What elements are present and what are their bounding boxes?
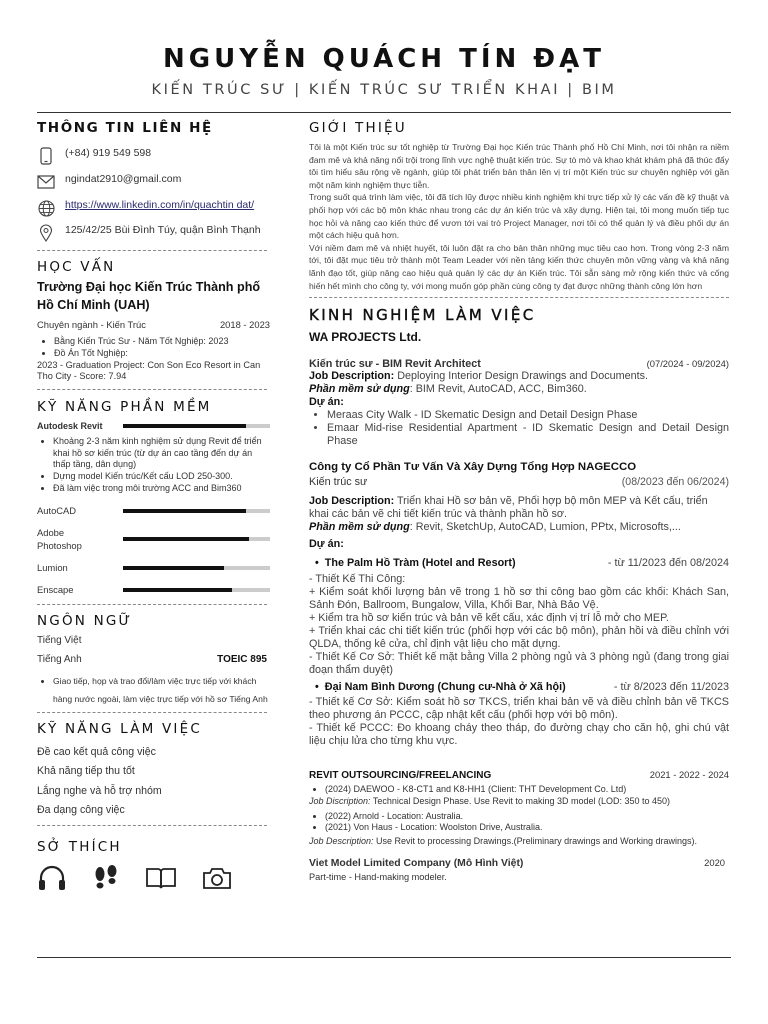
label: Job Description:	[309, 495, 395, 508]
experience-title: KINH NGHIỆM LÀM VIỆC	[309, 306, 536, 325]
skill-bar-fill	[123, 537, 249, 541]
skill-name: Autodesk Revit	[37, 420, 103, 431]
project-period: - từ 11/2023 đến 08/2024	[607, 557, 729, 570]
list-item: • (2024) DAEWOO - K8-CT1 and K8-HH1 (Client: THT Development Co. Ltd)	[325, 784, 729, 796]
revit-items-2	[309, 811, 729, 835]
intro-paragraph: Trong suốt quá trình làm việc, tôi đã tích lũy được nhiều kinh nghiệm khi trực tiếp xử lý các vấn đề kỹ thuật và phối hợp với các bộ môn khác nhau trong các dự án kiến trúc và xây dựng. Hiện tại, tôi mong muốn tiếp tục học hỏi và nâng cao kiến thức để vươn tới vai trò Project Manager, nơi tôi có thể quản lý và điều phối dự án một cách hiệu quả hơn.	[309, 192, 729, 241]
nagecco-role-row	[309, 476, 729, 488]
skill-bar	[123, 424, 270, 428]
project-period: - từ 8/2023 đến 11/2023	[613, 681, 729, 694]
divider	[309, 297, 729, 298]
envelope-icon	[37, 173, 55, 191]
contact-list	[37, 147, 270, 242]
contact-address	[37, 224, 270, 242]
language-notes	[37, 672, 270, 708]
list-item: • Giao tiếp, họp và trao đổi/làm việc trực tiếp với khách hàng nước ngoài, làm việc trực tiếp với hồ sơ Tiếng Anh	[53, 672, 270, 708]
nagecco-software	[309, 521, 729, 534]
skill-autocad	[37, 505, 270, 517]
divider	[37, 604, 267, 605]
location-pin-icon	[37, 224, 55, 242]
nagecco-projects-label: Dự án:	[309, 538, 344, 551]
education-title: HỌC VẤN	[37, 259, 116, 275]
value: Use Revit to processing Drawings.(Preliminary drawings and Working drawings).	[373, 836, 697, 847]
divider	[37, 712, 267, 713]
project-name: • The Palm Hồ Tràm (Hotel and Resort)	[315, 557, 516, 570]
list-item: Đề cao kết quả công việc	[37, 745, 156, 758]
intro-body	[309, 141, 729, 292]
skill-name: Enscape	[37, 584, 74, 596]
skill-photoshop	[37, 526, 270, 552]
revit-jd-1	[309, 796, 729, 808]
project-dainam-details	[309, 696, 729, 748]
company-wa-projects: WA PROJECTS Ltd.	[309, 330, 422, 345]
project-name-text: The Palm Hồ Tràm (Hotel and Resort)	[324, 557, 516, 570]
company-nagecco: Công ty Cổ Phần Tư Vấn Và Xây Dựng Tổng Hợp NAGECCO	[309, 461, 637, 474]
left-column	[37, 118, 270, 896]
job-period: (08/2023 đến 06/2024)	[621, 476, 729, 489]
school-name: Trường Đại học Kiến Trúc Thành phố Hồ Chí Minh (UAH)	[37, 280, 261, 312]
divider	[37, 825, 267, 826]
list-item: Lắng nghe và hỗ trợ nhóm	[37, 784, 162, 797]
footer-divider	[37, 957, 731, 958]
book-icon	[145, 866, 177, 895]
skill-bar-fill	[123, 588, 232, 592]
job-role: Kiến trúc sư	[309, 476, 368, 489]
header-divider	[37, 112, 731, 113]
address-text: 125/42/25 Bùi Đình Túy, quận Bình Thạnh	[65, 224, 261, 236]
skill-bar	[123, 566, 270, 570]
skill-bar-fill	[123, 509, 246, 513]
language-name: Tiếng Anh	[37, 653, 82, 665]
right-column	[309, 118, 729, 883]
skill-bar	[123, 509, 270, 513]
education-major-row	[37, 319, 270, 331]
toeic-score: TOEIC 895	[217, 653, 267, 665]
label: Job Description:	[309, 836, 374, 847]
major: Chuyên ngành - Kiến Trúc	[37, 319, 146, 330]
skill-bar-fill	[123, 424, 246, 428]
skill-bar-fill	[123, 566, 224, 570]
list-item: • Bằng Kiến Trúc Sư - Năm Tốt Nghiệp: 2023	[54, 336, 270, 348]
footprints-icon	[92, 865, 120, 896]
skill-revit	[37, 421, 270, 431]
wa-role-row	[309, 354, 729, 370]
intro-paragraph: Tôi là một Kiến trúc sư tốt nghiệp từ Trường Đại học Kiến trúc Thành phố Hồ Chí Minh, nơi tôi nhận ra niềm đam mê và khả năng nổi trội trong lĩnh vực nghệ thuật kiến trúc. Sự tò mò và khao khát khám phá đã thúc đẩy tôi tìm hiểu sâu rộng về ngành, giúp tôi phát triển bản thân lên vị trí một Kiến trúc sư chuyên nghiệp với gần một năm kinh nghiệm thực tiễn.	[309, 142, 729, 190]
skill-enscape	[37, 584, 270, 596]
label: Job Description:	[309, 370, 395, 383]
skill-bar	[123, 588, 270, 592]
detail-line: - Thiết Kế Thi Công:	[309, 573, 406, 586]
software-title: KỸ NĂNG PHẦN MỀM	[37, 398, 212, 415]
list-item: • Dựng model Kiến trúc/Kết cấu LOD 250-300.	[53, 471, 270, 483]
value: Deploying Interior Design Drawings and Documents.	[397, 370, 649, 383]
wa-projects	[309, 409, 729, 448]
wa-software	[309, 383, 729, 396]
list-item: • (2021) Von Haus - Location: Woolston Drive, Australia.	[325, 822, 729, 834]
contact-linkedin	[37, 199, 270, 217]
detail-line: - Thiết Kế Cơ Sở: Thiết kế mặt bằng Villa 2 phòng ngủ và 3 phòng ngủ (đang trong giai đoạn thẩm duyệt)	[309, 651, 729, 677]
phone-number: (+84) 919 549 598	[65, 147, 152, 159]
list-item: • Đồ Án Tốt Nghiệp:	[54, 348, 270, 360]
contact-title: THÔNG TIN LIÊN HỆ	[37, 120, 213, 136]
job-role: Part-time - Hand-making modeler.	[309, 871, 447, 882]
label: Job Discription:	[309, 795, 371, 806]
job-period: (07/2024 - 09/2024)	[646, 358, 729, 370]
viet-model-row	[309, 857, 729, 869]
job-period: 2020	[704, 856, 725, 868]
skill-bar	[123, 537, 270, 541]
education-years: 2018 - 2023	[219, 319, 270, 330]
detail-line: + Kiểm soát khối lượng bản vẽ trong 1 hồ sơ thi công bao gồm các khối: Khách San, Sảnh Đón, Ballroom, Bungalow, Villa, Khối Bar, Nhà Bảo Vệ.	[309, 586, 729, 612]
skill-name: Adobe Photoshop	[37, 526, 82, 551]
language-english	[37, 654, 270, 665]
contact-phone	[37, 147, 270, 167]
value: : Revit, SketchUp, AutoCAD, Lumion, PPtx, Microsofts,...	[409, 521, 681, 534]
list-item: • Khoảng 2-3 năm kinh nghiệm sử dụng Revit để triển khai hồ sơ kiến trúc (từ dự án cao tầng đến dự án thấp tầng, dân dụng)	[53, 436, 270, 471]
detail-line: + Kiểm tra hồ sơ kiến trúc và bản vẽ kết cấu, xác định vị trí lỗ mở cho MEP.	[309, 612, 669, 625]
wa-projects-label: Dự án:	[309, 396, 344, 409]
detail-line: - Thiết kế Cơ Sở: Kiểm soát hồ sơ TKCS, triển khai bản vẽ và điều chỉnh bản vẽ TKCS theo phương án PCCC, cập nhật kết cấu (phối hợp với bộ môn).	[309, 696, 729, 722]
project-palm-row	[309, 557, 729, 569]
phone-icon	[37, 147, 55, 165]
project-name-text: Đại Nam Bình Dương (Chung cư-Nhà ở Xã hội)	[324, 681, 566, 694]
value: Triển khai Hồ sơ bản vẽ, Phối hợp bộ môn MEP và Kết cấu, triển khai các bản vẽ chi tiết kiến trúc và thành phần hồ sơ.	[309, 495, 708, 521]
job-role: Kiến trúc sư - BIM Revit Architect	[309, 358, 481, 371]
revit-items-1	[309, 784, 729, 796]
wa-job-description	[309, 370, 729, 383]
education-bullets	[37, 336, 270, 360]
skill-name: Lumion	[37, 562, 68, 574]
divider	[37, 250, 267, 251]
list-item: • Meraas City Walk - ID Skematic Design and Detail Design Phase	[327, 409, 729, 422]
revit-row	[309, 769, 729, 781]
skill-name: AutoCAD	[37, 505, 77, 517]
list-item: • (2022) Arnold - Location: Australia.	[325, 811, 729, 823]
linkedin-link[interactable]: https://www.linkedin.com/in/quachtin dat/	[65, 199, 255, 211]
globe-icon	[37, 199, 55, 217]
intro-title: GIỚI THIỆU	[309, 120, 407, 136]
headphones-icon	[37, 865, 67, 896]
soft-skills-title: KỸ NĂNG LÀM VIỆC	[37, 720, 202, 737]
language-vietnamese: Tiếng Việt	[37, 634, 82, 646]
revit-jd-2	[309, 836, 729, 848]
email-address[interactable]: ngindat2910@gmail.com	[65, 173, 182, 185]
list-item: • Emaar Mid-rise Residential Apartment - ID Skematic Design and Detail Design Phase	[327, 422, 729, 448]
list-item: Đa dạng công việc	[37, 804, 125, 817]
list-item: Khả năng tiếp thu tốt	[37, 765, 135, 778]
languages-title: NGÔN NGỮ	[37, 612, 133, 629]
detail-line: - Thiết kế PCCC: Đo khoang cháy theo tháp, đo đường chạy cho căn hộ, ghi chú vật liệu chịu lửa cho từng khu vực.	[309, 722, 729, 748]
company-revit: REVIT OUTSOURCING/FREELANCING	[309, 770, 492, 782]
divider	[37, 389, 267, 390]
contact-email	[37, 173, 270, 197]
job-period: 2021 - 2022 - 2024	[649, 769, 729, 781]
label: Phần mềm sử dụng	[309, 383, 410, 396]
job-titles: KIẾN TRÚC SƯ | KIẾN TRÚC SƯ TRIỂN KHAI | BIM	[151, 82, 617, 98]
value: : BIM Revit, AutoCAD, ACC, Bim360.	[409, 383, 587, 396]
candidate-name: NGUYỄN QUÁCH TÍN ĐẠT	[163, 44, 605, 74]
hobbies-icons	[37, 865, 270, 896]
intro-paragraph: Với niềm đam mê và nhiệt huyết, tôi luôn đặt ra cho bản thân những mục tiêu cao hơn. Trong vòng 2-3 năm tới, tôi đặt mục tiêu trở thành một Team Leader với nền tảng kiến thức chuyên môn vững vàng và khả năng lãnh đạo tốt, giúp nâng cao hiệu quả quản lý các dự án Kiến trúc. Tôi sẵn sàng mở rộng kiến thức và cống hiến hết mình cho công ty, với mong muốn góp phần cùng công ty đạt được những thành công lớn hơn	[309, 242, 729, 291]
revit-notes	[37, 436, 270, 495]
company-viet-model: Viet Model Limited Company (Mô Hình Việt)	[309, 857, 524, 869]
hobbies-title: SỞ THÍCH	[37, 838, 122, 855]
soft-skills-list	[37, 743, 270, 821]
skill-lumion	[37, 562, 270, 574]
label: Phần mềm sử dụng	[309, 521, 410, 534]
detail-line: + Triển khai các chi tiết kiến trúc (phối hợp với các bộ môn), phản hồi và điều chỉnh với QLDA, thống kê cửa, chỉ định vật liệu cho mặt dựng.	[309, 625, 729, 651]
camera-icon	[202, 866, 232, 895]
project-name: • Đại Nam Bình Dương (Chung cư-Nhà ở Xã hội)	[315, 681, 566, 694]
graduation-project: 2023 - Graduation Project: Con Son Eco Resort in Can Tho City - Score: 7.94	[37, 359, 261, 382]
project-dainam-row	[309, 681, 729, 693]
list-item: • Đã làm việc trong môi trường ACC and Bim360	[53, 483, 270, 495]
value: Technical Design Phase. Use Revit to making 3D model (LOD: 350 to 450)	[370, 795, 671, 806]
nagecco-job-description	[309, 495, 729, 521]
project-palm-details	[309, 573, 729, 677]
